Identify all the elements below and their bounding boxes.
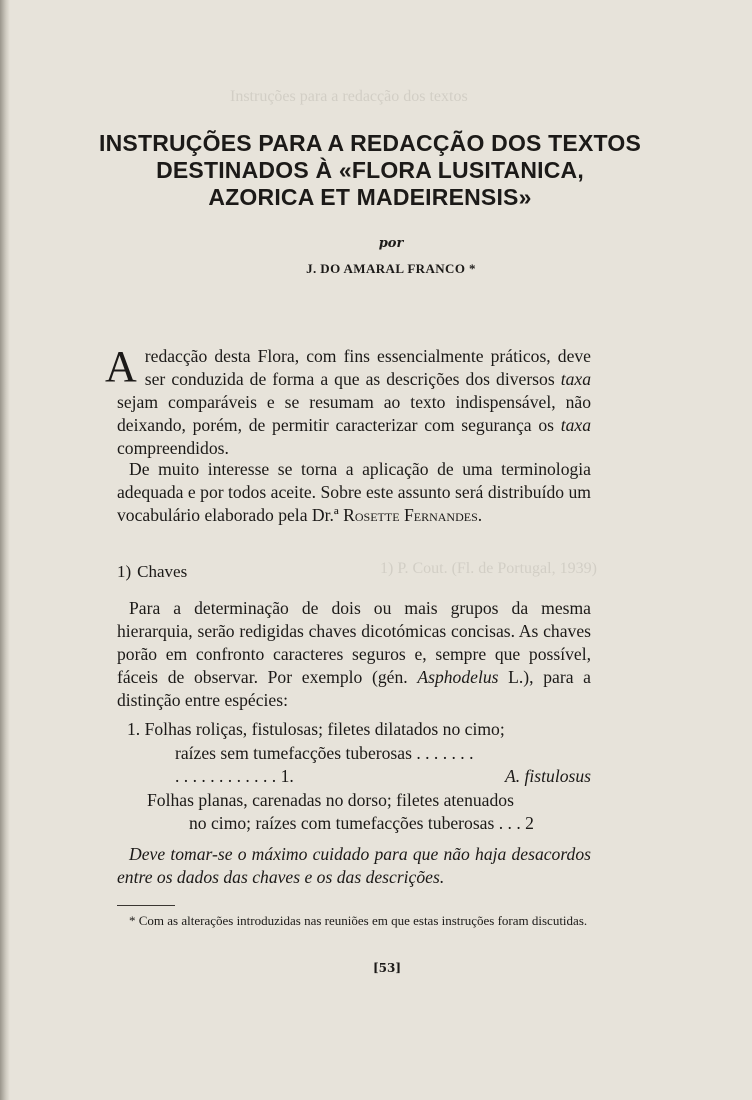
paragraph-text: redacção desta Flora, com fins essencialmente práticos, deve ser conduzida de forma a que as descrições dos diversos	[144, 346, 591, 389]
section-title: Chaves	[137, 562, 188, 581]
dichotomous-key	[117, 718, 591, 836]
key-line	[117, 765, 591, 789]
italic-term: taxa	[560, 415, 591, 435]
drop-cap: A	[105, 342, 137, 391]
paragraph-text: L.), para a distinção entre espécies:	[117, 667, 591, 710]
key-line: Folhas planas, carenadas no dorso; filetes atenuados	[147, 789, 514, 810]
byline-por: por	[378, 236, 404, 251]
paragraph-text: compreendidos.	[117, 438, 229, 458]
footnote-rule	[117, 905, 175, 906]
paragraph-text: sejam comparáveis e se resumam ao texto indispensável, não deixando, porém, de permitir caracterizar com segurança os	[117, 392, 591, 435]
bleed-through: Instruções para a redacção dos textos	[230, 88, 468, 105]
section-heading	[117, 562, 187, 582]
species-name: A. fistulosus	[504, 766, 591, 786]
key-line: 1. Folhas roliças, fistulosas; filetes dilatados no cimo;	[127, 719, 505, 739]
section-number: 1)	[117, 562, 132, 581]
title-line: AZORICA ET MADEIRENSIS»	[208, 184, 532, 210]
article-title	[60, 130, 680, 211]
key-line: no cimo; raízes com tumefacções tuberosas . . . 2	[189, 813, 534, 833]
paragraph-text: Para a determinação de dois ou mais grupos da mesma hierarquia, serão redigidas chaves dicotómicas concisas. As chaves porão em confronto caracteres seguros e, sempre que possível, fáceis de observar. Por exemplo (gén.	[117, 598, 591, 687]
key-line: raízes sem tumefacções tuberosas . . . . . . .	[175, 742, 474, 763]
paragraph-3	[117, 597, 591, 712]
paragraph-1	[105, 342, 591, 460]
author-reference: Rosette Fernandes	[343, 505, 478, 525]
genus-name: Asphodelus	[417, 667, 499, 687]
paragraph-4: Deve tomar-se o máximo cuidado para que não haja desacordos entre os dados das chaves e os das descrições.	[117, 844, 591, 887]
author-name: J. DO AMARAL FRANCO *	[306, 261, 476, 276]
title-line: DESTINADOS À «FLORA LUSITANICA,	[156, 157, 584, 183]
bleed-through: 1) P. Cout. (Fl. de Portugal, 1939)	[380, 560, 597, 577]
paragraph-text: .	[477, 505, 483, 525]
footnote: * Com as alterações introduzidas nas reuniões em que estas instruções foram discutidas.	[129, 913, 588, 928]
page-edge-shadow	[0, 0, 10, 1100]
italic-term: taxa	[560, 369, 591, 389]
paragraph-2	[117, 458, 591, 527]
page-number: [53]	[372, 961, 402, 975]
key-dots: . . . . . . . . . . . . 1.	[175, 766, 294, 786]
paragraph-text: De muito interesse se torna a aplicação de uma terminologia adequada e por todos aceite. Sobre este assunto será distribuído um vocabulário elaborado pela Dr.ª	[117, 459, 591, 525]
title-line: INSTRUÇÕES PARA A REDACÇÃO DOS TEXTOS	[99, 130, 641, 156]
